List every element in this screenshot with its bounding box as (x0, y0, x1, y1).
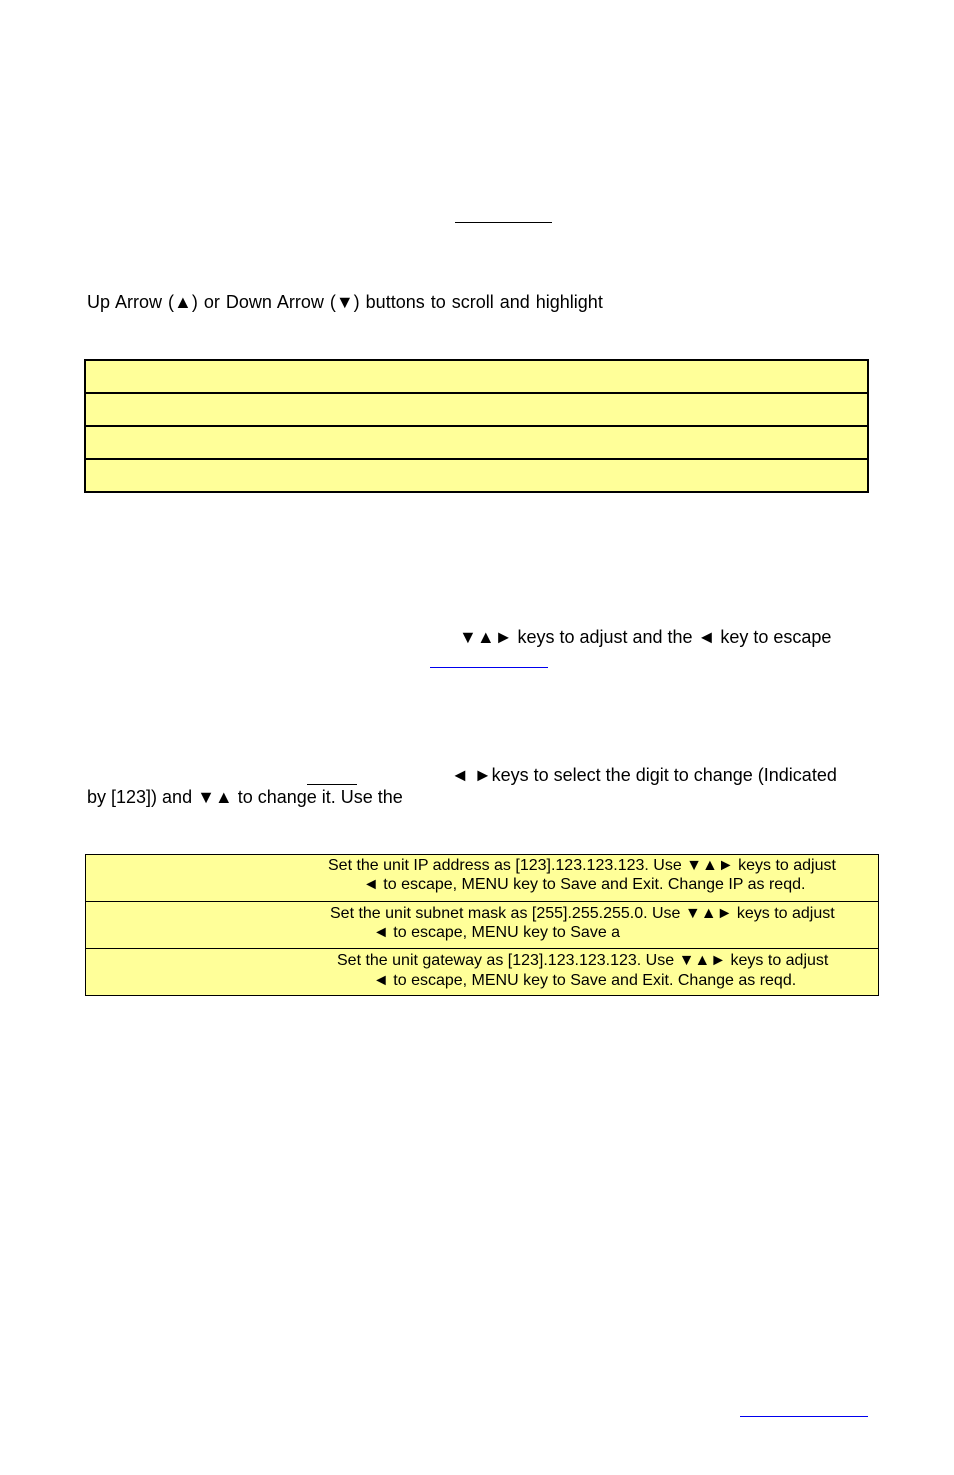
subnet-mask-desc-line1: Set the unit subnet mask as [255].255.255.0. Use ▼▲► keys to adjust (330, 905, 835, 922)
gateway-desc-line2: ◄ to escape, MENU key to Save and Exit. Change as reqd. (373, 972, 797, 989)
table-row (86, 902, 878, 949)
digit-select-line2: by [123]) and ▼▲ to change it. Use the (87, 787, 403, 807)
menu-table-row (86, 361, 867, 394)
ip-address-desc-line1: Set the unit IP address as [123].123.123.123. Use ▼▲► keys to adjust (328, 857, 836, 874)
gateway-desc-line1: Set the unit gateway as [123].123.123.123. Use ▼▲► keys to adjust (337, 952, 829, 969)
table-row (86, 855, 878, 902)
scroll-instruction: Up Arrow (▲) or Down Arrow (▼) buttons to scroll and highlight (87, 292, 603, 312)
menu-table-row (86, 427, 867, 460)
subnet-mask-desc-line2: ◄ to escape, MENU key to Save a (373, 924, 621, 941)
word-underline (307, 784, 357, 785)
digit-select-line1: ◄ ►keys to select the digit to change (Indicated (451, 765, 837, 785)
menu-table-row (86, 460, 867, 493)
network-settings-table (85, 854, 879, 996)
heading-underline (455, 222, 552, 223)
menu-table-row (86, 394, 867, 427)
footer-link-underline[interactable] (740, 1416, 868, 1417)
menu-table (84, 359, 869, 493)
ip-address-desc-line2: ◄ to escape, MENU key to Save and Exit. Change IP as reqd. (363, 876, 806, 893)
link-underline[interactable] (430, 667, 548, 668)
table-row (86, 949, 878, 995)
adjust-keys-instruction: ▼▲► keys to adjust and the ◄ key to escape (459, 627, 832, 647)
